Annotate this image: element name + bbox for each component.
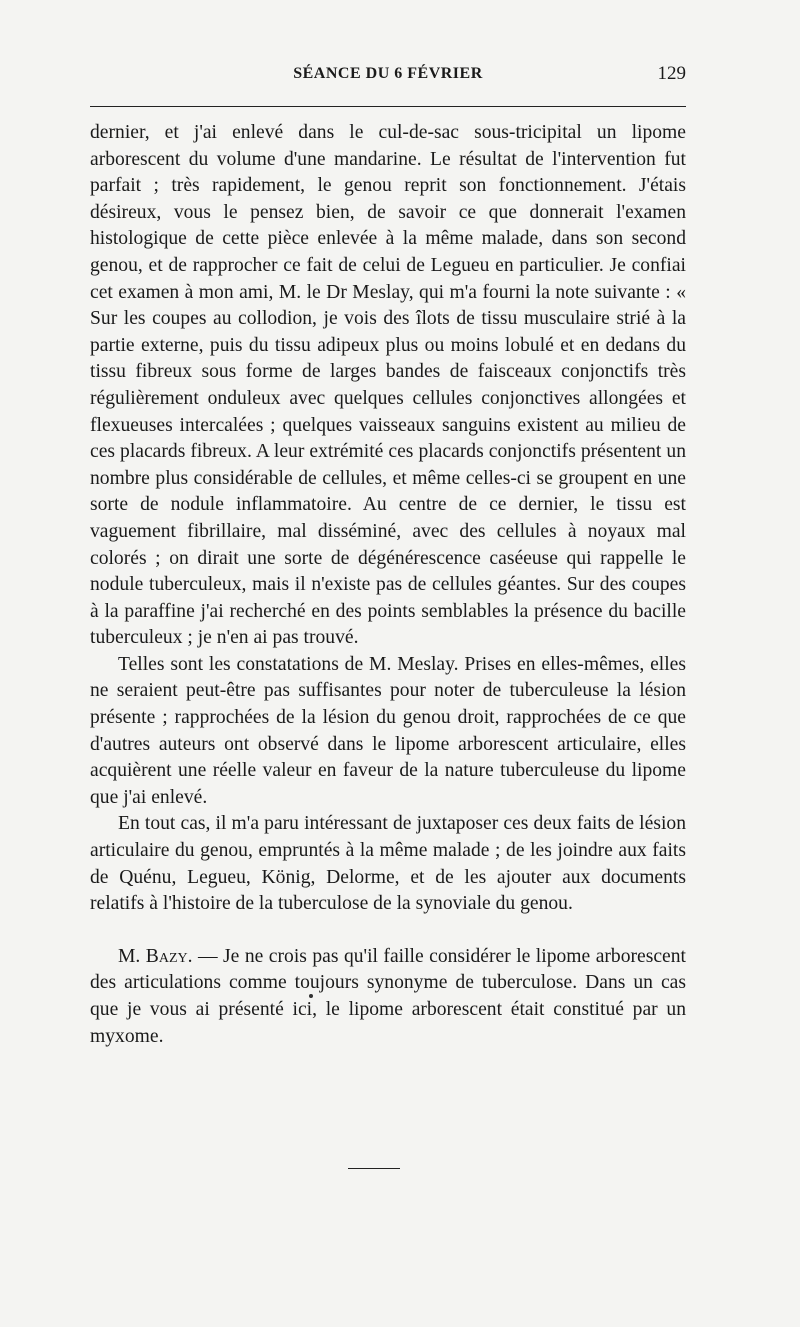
paragraph-4: [90, 944, 686, 1050]
end-rule: [348, 1168, 400, 1169]
speaker-name: M. Bazy.: [118, 945, 193, 967]
paragraph-2: Telles sont les constatations de M. Meslay. Prises en elles-mêmes, elles ne seraient peut-être pas suffisantes pour noter de tuberculeuse la lésion présente ; rapprochées de la lésion du genou droit, rapprochées de ce que d'autres auteurs ont observé dans le lipome arborescent articulaire, elles acquièrent une réelle valeur en faveur de la nature tuberculeuse du lipome que j'ai enlevé.: [90, 653, 686, 808]
paragraph-3: En tout cas, il m'a paru intéressant de juxtaposer ces deux faits de lésion articulaire du genou, empruntés à la même malade ; de les joindre aux faits de Quénu, Legueu, König, Delorme, et de les ajouter aux documents relatifs à l'histoire de la tuberculose de la synoviale du genou.: [90, 813, 686, 915]
page-header: [90, 65, 686, 89]
header-rule: [90, 106, 686, 107]
body-text: [90, 120, 686, 1050]
ornament-dot: [309, 994, 313, 998]
page-number: 129: [657, 63, 686, 84]
paragraph-1: dernier, et j'ai enlevé dans le cul-de-sac sous-tricipital un lipome arborescent du volume d'une mandarine. Le résultat de l'intervention fut parfait ; très rapidement, le genou reprit son fonctionnement. J'étais désireux, vous le pensez bien, de savoir ce que donnerait l'examen histologique de cette pièce enlevée à la même malade, dans son second genou, et de rapprocher ce fait de celui de Legueu en particulier. Je confiai cet examen à mon ami, M. le Dr Meslay, qui m'a fourni la note suivante : « Sur les coupes au collodion, je vois des îlots de tissu musculaire strié à la partie externe, puis du tissu adipeux plus ou moins lobulé et en dedans du tissu fibreux sous forme de larges bandes de faisceaux conjonctifs très régulièrement onduleux avec quelques cellules conjonctives allongées et flexueuses intercalées ; quelques vaisseaux sanguins existent au milieu de ces placards fibreux. A leur extrémité ces placards conjonctifs présentent un nombre plus considérable de cellules, et même celles-ci se groupent en une sorte de nodule inflammatoire. Au centre de ce dernier, le tissu est vaguement fibrillaire, mal disséminé, avec des cellules à noyaux mal colorés ; on dirait une sorte de dégénérescence caséeuse qui rappelle le nodule tuberculeux, mais il n'existe pas de cellules géantes. Sur des coupes à la paraffine j'ai recherché en des points semblables la présence du bacille tuberculeux ; je n'en ai pas trouvé.: [90, 122, 686, 649]
running-title: SÉANCE DU 6 FÉVRIER: [293, 65, 483, 82]
paragraph-4-text: — Je ne crois pas qu'il faille considérer le lipome arborescent des articulations comme toujours synonyme de tuberculose. Dans un cas que je vous ai présenté ici, le lipome arborescent était constitué par un myxome.: [90, 945, 686, 1047]
